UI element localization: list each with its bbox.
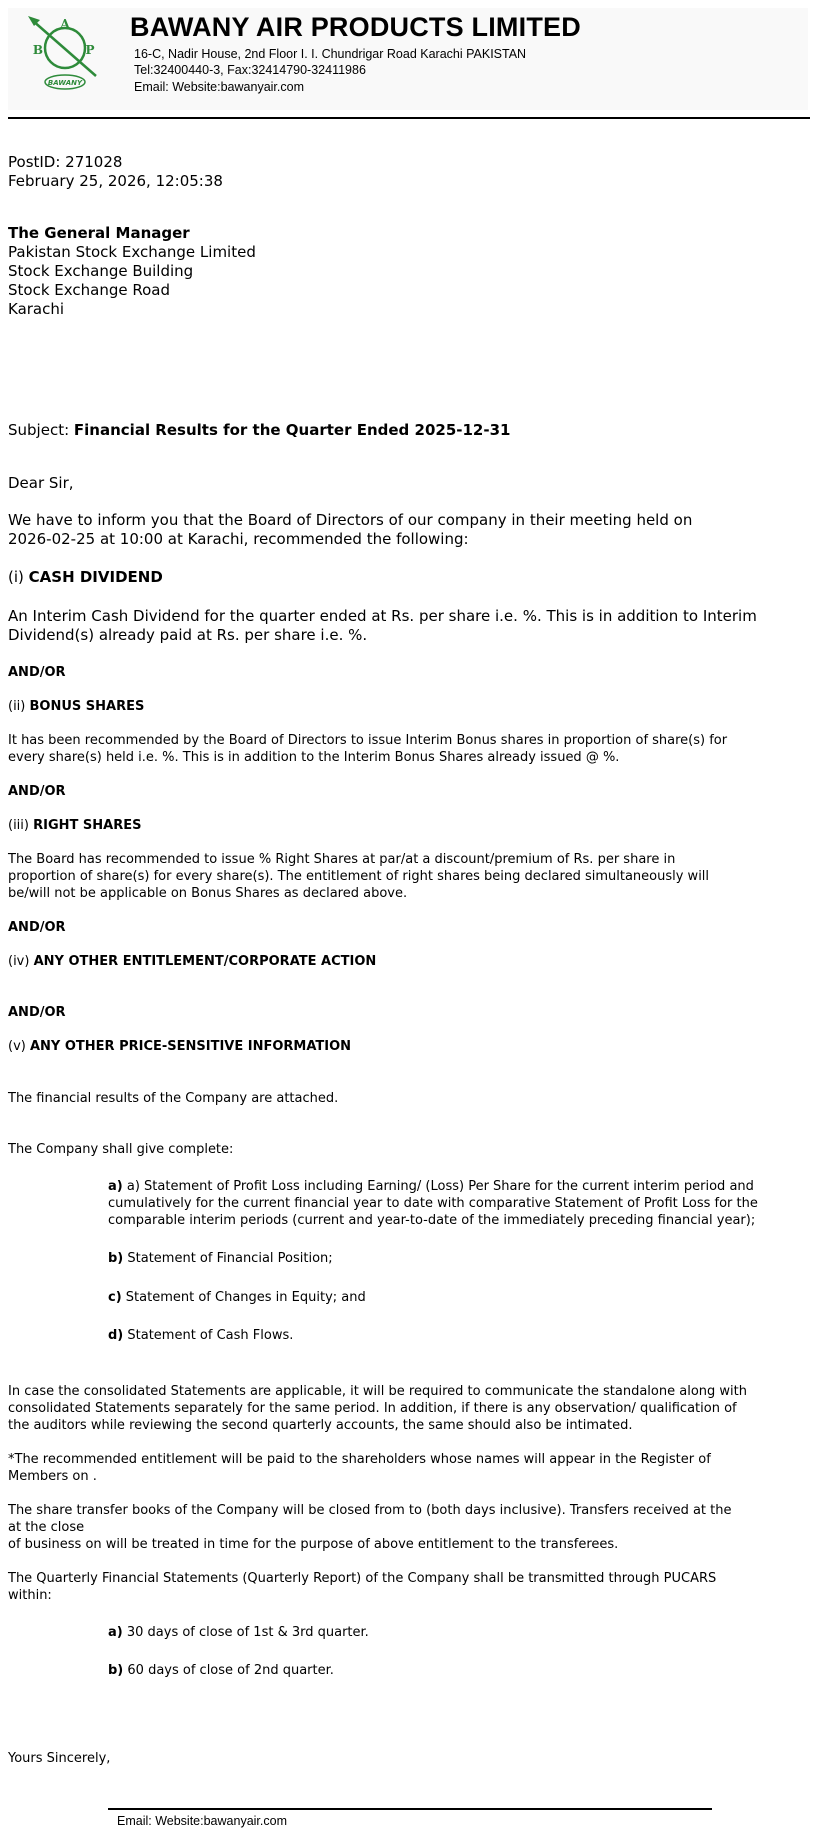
statement-c-label: c) xyxy=(108,1290,122,1305)
statement-c xyxy=(108,1289,366,1306)
recipient-line-3: Stock Exchange Road xyxy=(8,281,170,299)
consolidated-line-3: the auditors while reviewing the second quarterly accounts, the same should also be intimated. xyxy=(8,1418,633,1433)
cash-dividend-heading xyxy=(8,568,163,587)
statement-d-label: d) xyxy=(108,1328,124,1343)
entitlement-note-line-2: Members on . xyxy=(8,1469,97,1484)
company-phone-fax: Tel:32400440-3, Fax:32414790-32411986 xyxy=(134,63,366,77)
logo-letter-a: A xyxy=(60,17,70,31)
other-entitlement-heading xyxy=(8,953,376,970)
consolidated-line-2: consolidated Statements separately for the same period. In addition, if there is any observation/ qualification of xyxy=(8,1401,737,1416)
right-shares-line-1: The Board has recommended to issue % Right Shares at par/at a discount/premium of Rs. per share in xyxy=(8,852,676,867)
subject-line xyxy=(8,421,510,440)
statement-a-line-1 xyxy=(108,1178,754,1195)
and-or-3: AND/OR xyxy=(8,920,66,935)
other-entitlement-title: ANY OTHER ENTITLEMENT/CORPORATE ACTION xyxy=(33,954,377,969)
entitlement-note-line-1: *The recommended entitlement will be paid to the shareholders whose names will appear in the Register of xyxy=(8,1452,711,1467)
company-name: BAWANY AIR PRODUCTS LIMITED xyxy=(130,12,581,42)
company-logo xyxy=(22,14,108,94)
right-shares-number: (iii) xyxy=(8,818,29,833)
recipient-city: Karachi xyxy=(8,300,65,318)
header-divider xyxy=(8,117,810,119)
cash-dividend-number: (i) xyxy=(8,568,24,586)
cash-dividend-title: CASH DIVIDEND xyxy=(28,568,163,586)
statement-a-line-3: comparable interim periods (current and year-to-date of the immediately preceding financial year); xyxy=(108,1213,756,1228)
quarterly-item-a-text: 30 days of close of 1st & 3rd quarter. xyxy=(126,1625,369,1640)
give-complete: The Company shall give complete: xyxy=(8,1142,234,1157)
statement-c-text: Statement of Changes in Equity; and xyxy=(125,1290,366,1305)
logo-letter-p: P xyxy=(85,43,95,57)
subject-label: Subject: xyxy=(8,421,70,439)
post-id: PostID: 271028 xyxy=(8,153,123,171)
price-sensitive-heading xyxy=(8,1038,351,1055)
statement-b xyxy=(108,1250,333,1267)
intro-line-1: We have to inform you that the Board of Directors of our company in their meeting held on xyxy=(8,511,693,529)
bonus-shares-number: (ii) xyxy=(8,699,26,714)
cash-dividend-line-1: An Interim Cash Dividend for the quarter ended at Rs. per share i.e. %. This is in addition to Interim xyxy=(8,607,757,625)
quarterly-line-2: within: xyxy=(8,1588,52,1603)
company-email: Email: Website:bawanyair.com xyxy=(134,80,304,94)
bonus-shares-line-1: It has been recommended by the Board of Directors to issue Interim Bonus shares in proportion of share(s) for xyxy=(8,733,728,748)
bonus-shares-line-2: every share(s) held i.e. %. This is in addition to the Interim Bonus Shares already issued @ %. xyxy=(8,750,620,765)
quarterly-item-a-label: a) xyxy=(108,1625,123,1640)
statement-a-text: a) Statement of Profit Loss including Earning/ (Loss) Per Share for the current interim period and xyxy=(126,1179,754,1194)
statement-d xyxy=(108,1327,293,1344)
transfer-books-line-1: The share transfer books of the Company will be closed from to (both days inclusive). Transfers received at the xyxy=(8,1503,732,1518)
and-or-2: AND/OR xyxy=(8,784,66,799)
transfer-books-line-2: at the close xyxy=(8,1520,85,1535)
closing: Yours Sincerely, xyxy=(8,1751,111,1766)
bonus-shares-heading xyxy=(8,698,144,715)
recipient-line-2: Stock Exchange Building xyxy=(8,262,194,280)
statement-b-text: Statement of Financial Position; xyxy=(127,1251,333,1266)
price-sensitive-number: (v) xyxy=(8,1039,26,1054)
logo-brand: BAWANY xyxy=(47,79,83,87)
quarterly-item-b xyxy=(108,1662,334,1679)
company-address: 16-C, Nadir House, 2nd Floor I. I. Chundrigar Road Karachi PAKISTAN xyxy=(134,47,527,61)
right-shares-line-2: proportion of share(s) for every share(s). The entitlement of right shares being declared simultaneously will xyxy=(8,869,710,884)
recipient-line-1: Pakistan Stock Exchange Limited xyxy=(8,243,256,261)
post-datetime: February 25, 2026, 12:05:38 xyxy=(8,172,223,190)
results-attached: The financial results of the Company are attached. xyxy=(8,1091,339,1106)
statement-b-label: b) xyxy=(108,1251,124,1266)
recipient-title: The General Manager xyxy=(8,224,190,242)
logo-letter-b: B xyxy=(32,43,44,57)
right-shares-heading xyxy=(8,817,141,834)
quarterly-item-a xyxy=(108,1624,369,1641)
intro-line-2: 2026-02-25 at 10:00 at Karachi, recommended the following: xyxy=(8,530,469,548)
quarterly-line-1: The Quarterly Financial Statements (Quarterly Report) of the Company shall be transmitted through PUCARS xyxy=(8,1571,717,1586)
quarterly-item-b-text: 60 days of close of 2nd quarter. xyxy=(127,1663,334,1678)
salutation: Dear Sir, xyxy=(8,474,74,492)
logo-emblem xyxy=(22,14,108,94)
cash-dividend-line-2: Dividend(s) already paid at Rs. per share i.e. %. xyxy=(8,626,368,644)
other-entitlement-number: (iv) xyxy=(8,954,30,969)
statement-a-label: a) xyxy=(108,1179,123,1194)
statement-a-line-2: cumulatively for the current financial year to date with comparative Statement of Profit Loss for the xyxy=(108,1196,758,1211)
and-or-4: AND/OR xyxy=(8,1005,66,1020)
right-shares-title: RIGHT SHARES xyxy=(33,818,142,833)
bonus-shares-title: BONUS SHARES xyxy=(29,699,145,714)
consolidated-line-1: In case the consolidated Statements are applicable, it will be required to communicate the standalone along with xyxy=(8,1384,747,1399)
right-shares-line-3: be/will not be applicable on Bonus Shares as declared above. xyxy=(8,886,408,901)
and-or-1: AND/OR xyxy=(8,665,66,680)
price-sensitive-title: ANY OTHER PRICE-SENSITIVE INFORMATION xyxy=(29,1039,352,1054)
footer-divider xyxy=(108,1808,712,1810)
quarterly-item-b-label: b) xyxy=(108,1663,124,1678)
transfer-books-line-3: of business on will be treated in time for the purpose of above entitlement to the transferees. xyxy=(8,1537,619,1552)
statement-d-text: Statement of Cash Flows. xyxy=(127,1328,294,1343)
footer-email: Email: Website:bawanyair.com xyxy=(117,1814,287,1828)
subject-text: Financial Results for the Quarter Ended 2025-12-31 xyxy=(73,421,511,439)
